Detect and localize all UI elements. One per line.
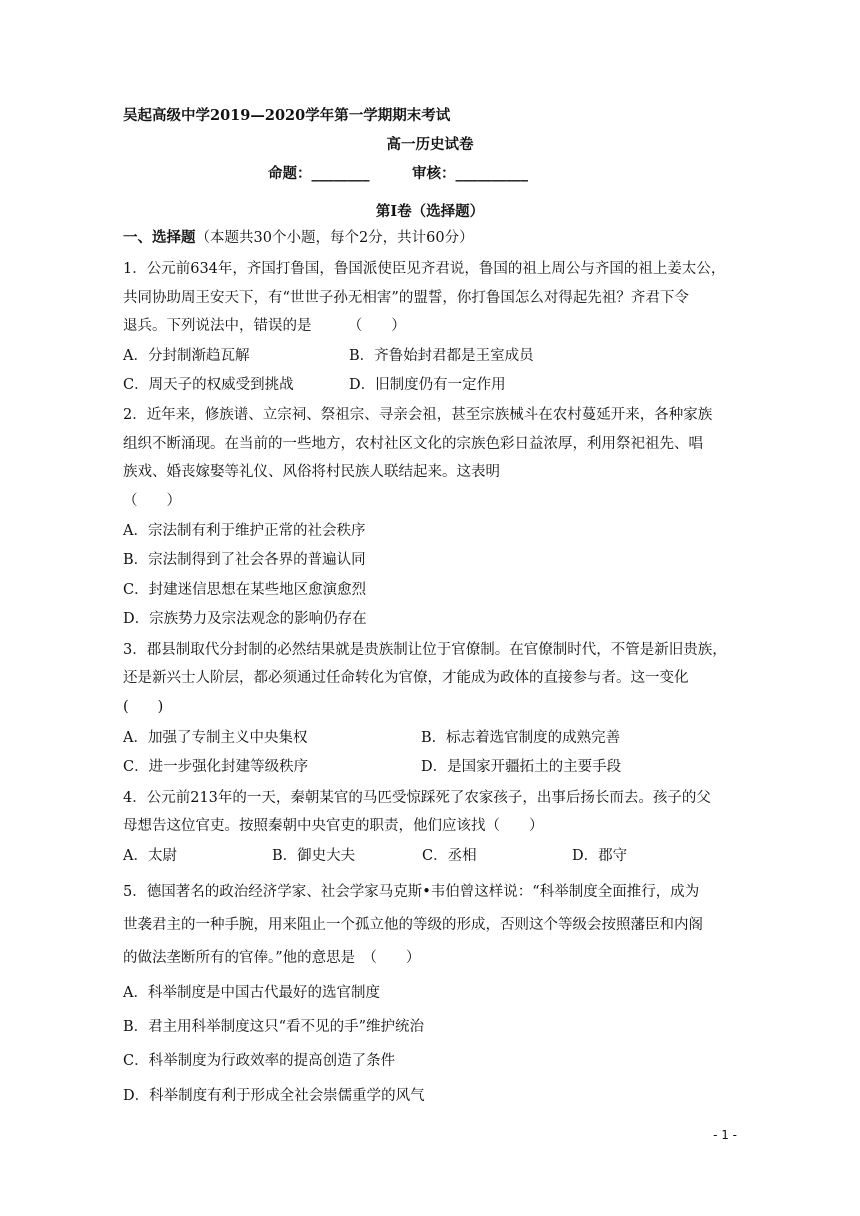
question-2-line-4: （ ） xyxy=(123,493,181,509)
proposer-field: 命题：________ xyxy=(268,165,370,182)
question-5-option-a: A．科举制度是中国古代最好的选官制度 xyxy=(123,985,380,1001)
question-1-option-b: B．齐鲁始封君都是王室成员 xyxy=(349,348,534,364)
question-3-option-c: C．进一步强化封建等级秩序 xyxy=(123,759,309,775)
question-2-line-1: 2．近年来，修族谱、立宗祠、祭祖宗、寻亲会祖，甚至宗族械斗在农村蔓延开来，各种家族 xyxy=(123,407,713,423)
question-3-option-b: B．标志着选官制度的成熟完善 xyxy=(421,730,621,746)
question-5-line-1: 5．德国著名的政治经济学家、社会学家马克斯•韦伯曾这样说：“科举制度全面推行，成为 xyxy=(123,884,700,900)
section-heading xyxy=(123,228,474,248)
question-5-option-c: C．科举制度为行政效率的提高创造了条件 xyxy=(123,1053,396,1069)
question-1-line-2: 共同协助周王安天下，有“世世子孙无相害”的盟誓，你打鲁国怎么对得起先祖？齐君下令 xyxy=(123,290,689,306)
question-4-line-1: 4．公元前213年的一天，秦朝某官的马匹受惊踩死了农家孩子，出事后扬长而去。孩子的父 xyxy=(123,790,711,806)
page-number: - 1 - xyxy=(713,1128,737,1142)
question-4-line-2: 母想告这位官吏。按照秦朝中央官吏的职责，他们应该找（ ） xyxy=(123,818,544,834)
question-3-option-d: D．是国家开疆拓土的主要手段 xyxy=(421,759,622,775)
question-1-option-d: D．旧制度仍有一定作用 xyxy=(349,377,506,393)
question-2-option-d: D．宗族势力及宗法观念的影响仍存在 xyxy=(123,611,367,627)
question-2-line-2: 组织不断涌现。在当前的一些地方，农村社区文化的宗族色彩日益浓厚，利用祭祀祖先、唱 xyxy=(123,436,703,452)
question-4-option-d: D．郡守 xyxy=(572,848,628,864)
section-heading-label: 一、选择题 xyxy=(123,229,196,246)
question-2-option-c: C．封建迷信思想在某些地区愈演愈烈 xyxy=(123,582,367,598)
question-5-line-2: 世袭君主的一种手腕，用来阻止一个孤立他的等级的形成，否则这个等级会按照藩臣和内阁 xyxy=(123,917,703,933)
question-4-option-a: A．太尉 xyxy=(123,848,177,864)
school-exam-title: 吴起高级中学2019—2020学年第一学期期末考试 xyxy=(123,107,451,124)
question-5-line-3: 的做法垄断所有的官俸。”他的意思是 （ ） xyxy=(123,950,421,966)
question-3-line-1: 3．郡县制取代分封制的必然结果就是贵族制让位于官僚制。在官僚制时代，不管是新旧贵族， xyxy=(123,642,727,658)
question-1-line-3: 退兵。下列说法中，错误的是 （ ） xyxy=(123,318,406,334)
question-1-option-c: C．周天子的权威受到挑战 xyxy=(123,377,294,393)
question-4-option-c: C．丞相 xyxy=(422,848,477,864)
question-2-line-3: 族戏、婚丧嫁娶等礼仪、风俗将村民族人联结起来。这表明 xyxy=(123,464,500,480)
question-2-option-a: A．宗法制有利于维护正常的社会秩序 xyxy=(123,523,366,539)
section-heading-note: （本题共30个小题，每个2分，共计60分） xyxy=(195,230,474,246)
question-3-option-a: A．加强了专制主义中央集权 xyxy=(123,730,308,746)
question-2-option-b: B．宗法制得到了社会各界的普遍认同 xyxy=(123,552,366,568)
question-3-line-2: 还是新兴士人阶层，都必须通过任命转化为官僚，才能成为政体的直接参与者。这一变化 xyxy=(123,670,689,686)
question-5-option-d: D．科举制度有利于形成全社会崇儒重学的风气 xyxy=(123,1088,425,1104)
question-1-option-a: A．分封制渐趋瓦解 xyxy=(123,348,250,364)
question-3-line-3: ( ) xyxy=(123,699,164,715)
reviewer-field: 审核：__________ xyxy=(412,165,528,182)
question-4-option-b: B．御史大夫 xyxy=(272,848,356,864)
volume-title: 第Ⅰ卷（选择题） xyxy=(375,203,485,220)
question-1-line-1: 1．公元前634年，齐国打鲁国，鲁国派使臣见齐君说，鲁国的祖上周公与齐国的祖上姜太公， xyxy=(123,261,726,277)
paper-title: 高一历史试卷 xyxy=(386,136,474,153)
question-5-option-b: B．君主用科举制度这只“看不见的手”维护统治 xyxy=(123,1019,424,1035)
